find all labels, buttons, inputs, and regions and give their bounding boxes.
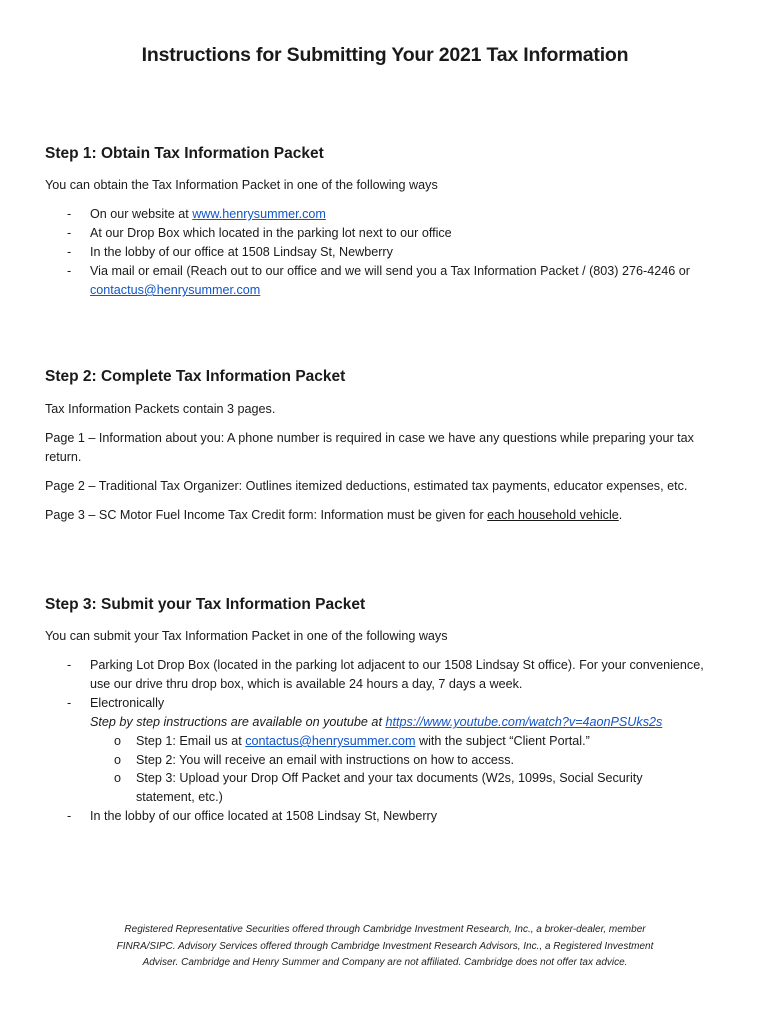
page-title: Instructions for Submitting Your 2021 Tax Information xyxy=(141,44,629,66)
each-household-vehicle: each household vehicle xyxy=(487,508,619,522)
step3-parking-line2: use our drive thru drop box, which is available 24 hours a day, 7 days a week. xyxy=(90,677,523,691)
youtube-link[interactable]: https://www.youtube.com/watch?v=4aonPSUks2s xyxy=(385,715,663,729)
disclaimer-footer xyxy=(95,922,675,972)
step2-page3-suffix: . xyxy=(618,508,623,522)
footer-line: Adviser. Cambridge and Henry Summer and Company are not affiliated. Cambridge does not offer tax advice. xyxy=(142,957,628,968)
step3-heading: Step 3: Submit your Tax Information Packet xyxy=(45,596,366,613)
step1-item-website xyxy=(90,205,710,224)
step3-electronically: Electronically xyxy=(90,696,165,710)
footer-line: FINRA/SIPC. Advisory Services offered through Cambridge Investment Research Advisors, Inc., a Registered Investment xyxy=(116,940,654,952)
step1-item-lobby: In the lobby of our office at 1508 Lindsay St, Newberry xyxy=(90,245,393,259)
step3-sub1 xyxy=(136,732,696,751)
step3-parking-line1: Parking Lot Drop Box (located in the parking lot adjacent to our 1508 Lindsay St office). For your convenience, xyxy=(90,658,704,672)
step1-item-mail: Via mail or email (Reach out to our office and we will send you a Tax Information Packet / (803) 276-4246 or xyxy=(90,264,690,278)
step2-page2: Page 2 – Traditional Tax Organizer: Outlines itemized deductions, estimated tax payments, educator expenses, etc. xyxy=(45,479,688,493)
step3-sub2: Step 2: You will receive an email with instructions on how to access. xyxy=(136,753,515,767)
step1-website-prefix: On our website at xyxy=(90,207,193,221)
bullet-dash: - xyxy=(67,226,72,240)
step2-page3 xyxy=(45,506,715,525)
bullet-dash: - xyxy=(67,264,72,278)
step3-sub3-line2: statement, etc.) xyxy=(136,790,223,804)
contact-email-link[interactable]: contactus@henrysummer.com xyxy=(90,283,261,297)
bullet-dash: - xyxy=(67,658,72,672)
step1-heading: Step 1: Obtain Tax Information Packet xyxy=(45,145,324,162)
step2-intro: Tax Information Packets contain 3 pages. xyxy=(45,402,276,416)
bullet-circle: o xyxy=(114,771,122,785)
bullet-dash: - xyxy=(67,245,72,259)
footer-line: Registered Representative Securities offered through Cambridge Investment Research, Inc., a broker-dealer, member xyxy=(124,924,646,935)
bullet-circle: o xyxy=(114,753,122,767)
step1-intro: You can obtain the Tax Information Packet in one of the following ways xyxy=(45,178,438,192)
step3-lobby: In the lobby of our office located at 1508 Lindsay St, Newberry xyxy=(90,809,438,823)
youtube-prefix: Step by step instructions are available on youtube at xyxy=(90,715,386,729)
website-link[interactable]: www.henrysummer.com xyxy=(192,207,326,221)
bullet-dash: - xyxy=(67,207,72,221)
sub1-suffix: with the subject “Client Portal.” xyxy=(415,734,590,748)
step2-heading: Step 2: Complete Tax Information Packet xyxy=(45,368,346,385)
step2-page1-line1: Page 1 – Information about you: A phone number is required in case we have any questions while preparing your tax xyxy=(45,431,694,445)
bullet-dash: - xyxy=(67,809,72,823)
step1-item-mail-email xyxy=(90,281,710,300)
step2-page3-prefix: Page 3 – SC Motor Fuel Income Tax Credit form: Information must be given for xyxy=(45,508,488,522)
step1-item-dropbox: At our Drop Box which located in the parking lot next to our office xyxy=(90,226,452,240)
bullet-circle: o xyxy=(114,734,122,748)
step3-intro: You can submit your Tax Information Packet in one of the following ways xyxy=(45,629,448,643)
sub1-prefix: Step 1: Email us at xyxy=(136,734,246,748)
step2-page1-line2: return. xyxy=(45,450,82,464)
step3-sub3-line1: Step 3: Upload your Drop Off Packet and your tax documents (W2s, 1099s, Social Security xyxy=(136,771,643,785)
step3-youtube xyxy=(90,713,710,732)
bullet-dash: - xyxy=(67,696,72,710)
client-portal-email-link[interactable]: contactus@henrysummer.com xyxy=(245,734,416,748)
